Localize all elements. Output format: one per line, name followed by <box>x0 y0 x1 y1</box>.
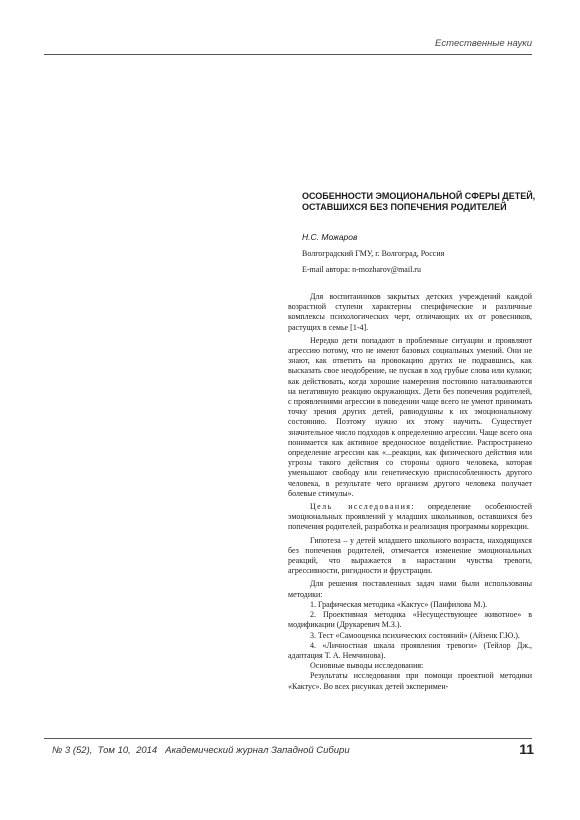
body-paragraph: Нередко дети попадают в проблемные ситуации и проявляют агрессию потому, что не имеют базовых социальных умений. Они не знают, как ответить на провокацию других не подравшись, как высказать свое неодобрение, не пуская в ход грубые слова или кулаки; как действовать, когда хорошие намерения постоянно наталкиваются на негативную реакцию окружающих. Дети без попечения родителей, с проявлениями агрессии в поведении чаще всего не умеют принимать точку зрения других детей, равнодушны к их эмоциональному состоянию. Поэтому нужно их этому научить. Существует значительное число подходов к определению агрессии. Чаще всего она понимается как активное вредоносное воздействие. Распространено определение агрессии как «...реакции, как физического действия или угрозы такого действия со стороны одного человека, которая уменьшают свободу или генетическую приспособленность другого человека, в результате чего организм другого человека получает болевые стимулы». <box>288 335 532 498</box>
article-author: Н.С. Можаров <box>302 232 358 242</box>
author-affiliation: Волгоградский ГМУ, г. Волгоград, Россия <box>302 249 445 258</box>
author-email: E-mail автора: n-mozharov@mail.ru <box>302 265 421 274</box>
article-title: ОСОБЕННОСТИ ЭМОЦИОНАЛЬНОЙ СФЕРЫ ДЕТЕЙ, ОСТАВШИХСЯ БЕЗ ПОПЕЧЕНИЯ РОДИТЕЛЕЙ <box>302 191 536 212</box>
article-body <box>288 292 532 692</box>
body-paragraph: Результаты исследования при помощи проектной методики «Кактус». Во всех рисунках детей эксперимен- <box>288 671 532 691</box>
method-item: 1. Графическая методика «Кактус» (Панфилова М.). <box>310 599 488 609</box>
header-rule <box>44 54 532 55</box>
goal-paragraph <box>288 502 532 533</box>
journal-citation: № 3 (52), Том 10, 2014 Академический журнал Западной Сибири <box>52 745 350 756</box>
methods-intro: Для решения поставленных задач нами были использованы методики: <box>288 579 532 599</box>
goal-lead: Цель исследования <box>310 502 412 512</box>
body-paragraph: Для воспитанников закрытых детских учреждений каждой возрастной ступени характерны специфические и различные комплексы психологических черт, отличающих их от ровесников, растущих в семье [1-4]. <box>288 292 532 332</box>
goal-text: : определение особенностей эмоциональных проявлений у младших школьников, оставшихся без попечения родителей, разработка и реализация программы коррекции. <box>288 502 532 532</box>
method-item: 2. Проективная методика «Несуществующее животное» в модификации (Друкаревич М.З.). <box>288 610 532 630</box>
method-item: 4. «Личностная шкала проявления тревоги» (Тейлор Дж., адаптация Т. А. Немчинова). <box>288 640 532 660</box>
page-number: 11 <box>519 741 534 757</box>
footer-rule <box>44 738 532 739</box>
section-tag: Естественные науки <box>435 38 532 49</box>
hypothesis-paragraph: Гипотеза – у детей младшего школьного возраста, находящихся без попечения родителей, отмечается изменение эмоциональных реакций, что выражается в нарастании чувства тревоги, агрессивности, ригидности и фрустрации. <box>288 535 532 576</box>
conclusions-heading: Основные выводы исследования: <box>310 661 424 671</box>
method-item: 3. Тест «Самооценка психических состояний» (Айзенк Г.Ю.). <box>310 630 520 640</box>
